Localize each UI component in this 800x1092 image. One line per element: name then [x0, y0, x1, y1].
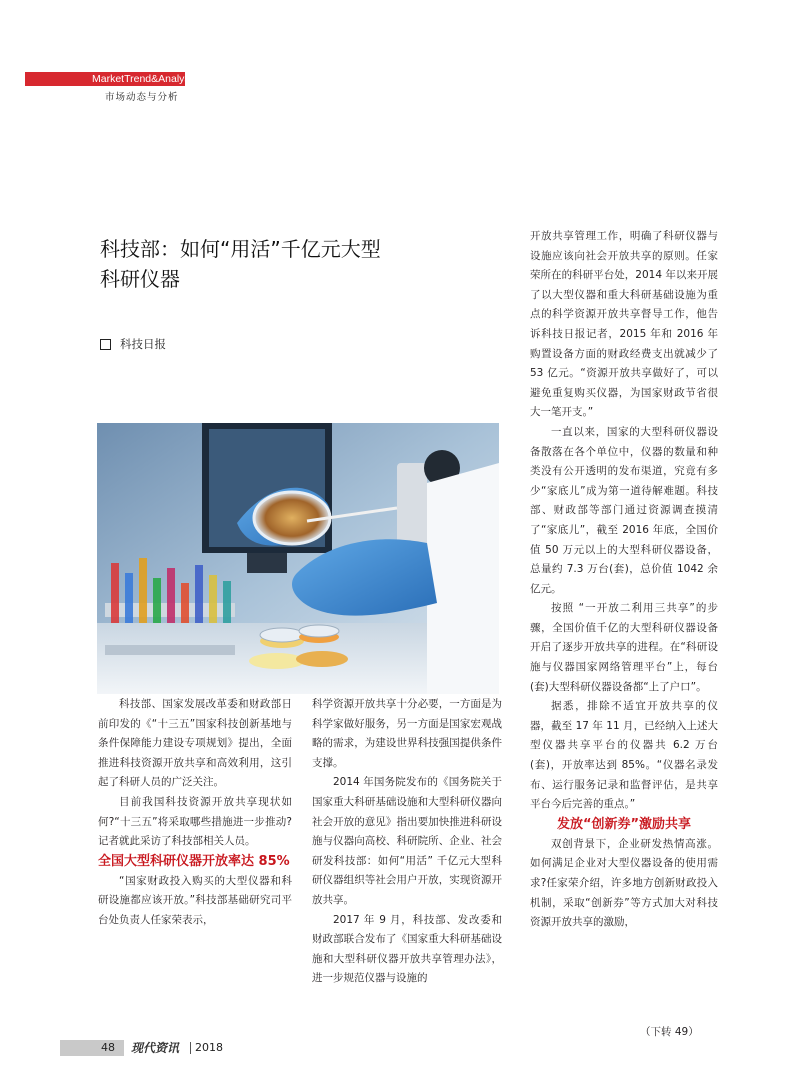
- page-number: 48: [101, 1041, 115, 1054]
- paragraph: 目前我国科技资源开放共享现状如何?“十三五”将采取哪些措施进一步推动?记者就此采访了科技部相关人员。: [98, 795, 292, 848]
- paragraph: 2014 年国务院发布的《国务院关于国家重大科研基础设施和大型科研仪器向社会开放的意见》指出要加快推进科研设施与仪器向高校、科研院所、企业、社会研发科技部：如何“用活” 千亿元大型科研仪器组织等社会用户开放，实现资源开放共享。: [312, 776, 502, 906]
- byline-square-icon: [100, 339, 111, 350]
- article-title: [100, 234, 420, 294]
- body-column-1: [98, 695, 292, 931]
- article-photo: [97, 423, 499, 694]
- title-line-2: 科研仪器: [100, 267, 180, 291]
- paragraph: 按照 “一开放二利用三共享”的步骤，全国价值千亿的大型科研仪器设备开启了逐步开放共享的进程。在“科研设施与仪器国家网络管理平台”上，每台(套)大型科研仪器设备都“上了户口”。: [530, 602, 718, 693]
- paragraph: 一直以来，国家的大型科研仪器设备散落在各个单位中，仪器的数量和种类没有公开透明的发布渠道，究竟有多少“家底儿”成为第一道待解难题。科技部、财政部等部门通过资源调查摸清了“家底儿”，截至 2016 年底，全国价值 50 万元以上的大型科研仪器设备，总量约 7.3 万台(套)，总价值 1042 余亿元。: [530, 425, 718, 595]
- title-line-1: 科技部：如何“用活”千亿元大型: [100, 237, 381, 261]
- byline-source: 科技日报: [120, 337, 166, 351]
- paragraph: 据悉，排除不适宜开放共享的仪器，截至 17 年 11 月，已经纳入上述大型仪器共享平台的仪器共 6.2 万台(套)，开放率达到 85%。“仪器名录发布、运行服务记录和监督评估，是共享平台今后完善的重点。”: [530, 700, 718, 811]
- lab-photo-illustration: [97, 423, 499, 694]
- paragraph: 开放共享管理工作，明确了科研仪器与设施应该向社会开放共享的原则。任家荣所在的科研平台处，2014 年以来开展了以大型仪器和重大科研基础设施为重点的科学资源开放共享督导工作，他告诉科技日报记者，2015 年和 2016 年购置设备方面的财政经费支出就减少了 53 亿元。“资源开放共享做好了，可以避免重复购买仪器，为国家财政节省很大一笔开支。”: [530, 230, 718, 419]
- subheading-innovation-voucher: 发放“创新券”激励共享: [556, 816, 692, 832]
- section-header-cn: 市场动态与分析: [105, 92, 179, 103]
- body-column-3: [530, 227, 718, 933]
- paragraph: 科学资源开放共享十分必要，一方面是为科学家做好服务，另一方面是国家宏观战略的需求，为建设世界科技强国提供条件支撑。: [312, 698, 502, 769]
- byline: [100, 336, 166, 352]
- paragraph: 科技部、国家发展改革委和财政部日前印发的《“十三五”国家科技创新基地与条件保障能力建设专项规划》提出，全面推进科技资源开放共享和高效利用，这引起了科研人员的广泛关注。: [98, 698, 292, 789]
- paragraph: 2017 年 9 月，科技部、发改委和财政部联合发布了《国家重大科研基础设施和大型科研仪器开放共享管理办法》，进一步规范仪器与设施的: [312, 913, 502, 985]
- magazine-logo: 现代资讯: [131, 1041, 180, 1055]
- paragraph: 双创背景下，企业研发热情高涨。如何满足企业对大型仪器设备的使用需求?任家荣介绍，许多地方创新财政投入机制，采取“创新券”等方式加大对科技资源开放共享的激励，: [530, 837, 718, 929]
- section-header-en: MarketTrend&Analysis: [92, 73, 198, 85]
- body-column-2: [312, 695, 502, 989]
- footer-year: 2018: [195, 1041, 223, 1054]
- footer-divider: [190, 1042, 191, 1054]
- continued-note: （下转 49）: [640, 1026, 699, 1038]
- subheading-open-rate: 全国大型科研仪器开放率达 85%: [98, 853, 290, 869]
- paragraph: “国家财政投入购买的大型仪器和科研设施都应该开放。”科技部基础研究司平台处负责人任家荣表示，: [98, 874, 292, 926]
